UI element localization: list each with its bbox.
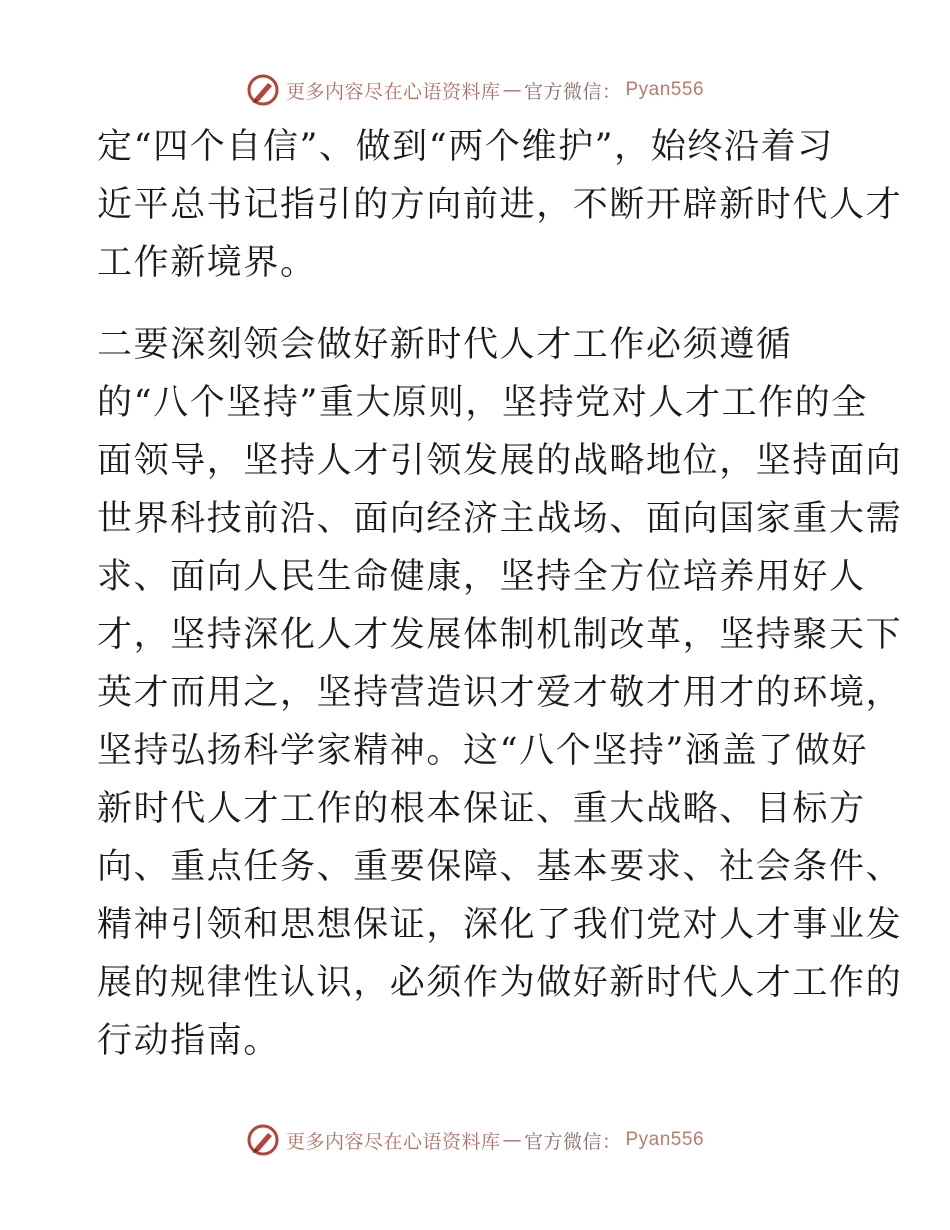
paragraph-start-line: 二要深刻领会做好新时代人才工作必须遵循 [97,325,793,365]
text-line: 近平总书记指引的方向前进，不断开辟新时代人才 [97,185,903,225]
pen-seal-icon [246,1123,280,1157]
footer-watermark [0,1120,950,1160]
watermark-main-text: 更多内容尽在心语资料库 [285,1130,501,1153]
text-line: 世界科技前沿、面向经济主战场、面向国家重大需 [97,499,903,539]
watermark-separator: — [502,79,522,101]
watermark-official-text: 官方微信： [523,80,622,103]
header-watermark [0,70,950,110]
text-line: 英才而用之，坚持营造识才爱才敬才用才的环境， [97,673,903,713]
text-line: 的“八个坚持”重大原则，坚持党对人才工作的全 [97,383,868,423]
text-line: 精神引领和思想保证，深化了我们党对人才事业发 [97,905,903,945]
watermark-wechat-id: Pyan556 [625,1129,705,1150]
text-line: 坚持弘扬科学家精神。这“八个坚持”涵盖了做好 [97,731,868,771]
text-line: 求、面向人民生命健康，坚持全方位培养用好人 [97,557,866,597]
text-line: 定“四个自信”、做到“两个维护”，始终沿着习 [97,127,834,167]
text-line: 展的规律性认识，必须作为做好新时代人才工作的 [97,963,903,1003]
text-line: 才，坚持深化人才发展体制机制改革，坚持聚天下 [97,615,903,655]
watermark-wechat-id: Pyan556 [625,79,705,100]
text-line: 新时代人才工作的根本保证、重大战略、目标方 [97,789,866,829]
text-line: 面领导，坚持人才引领发展的战略地位，坚持面向 [97,441,903,481]
watermark-separator: — [502,1129,522,1151]
pen-seal-icon [246,73,280,107]
watermark-main-text: 更多内容尽在心语资料库 [285,80,501,103]
text-line: 工作新境界。 [97,243,317,283]
watermark-official-text: 官方微信： [523,1130,622,1153]
document-body [97,118,903,1070]
text-line: 向、重点任务、重要保障、基本要求、社会条件、 [97,847,903,887]
text-line: 行动指南。 [97,1021,281,1061]
